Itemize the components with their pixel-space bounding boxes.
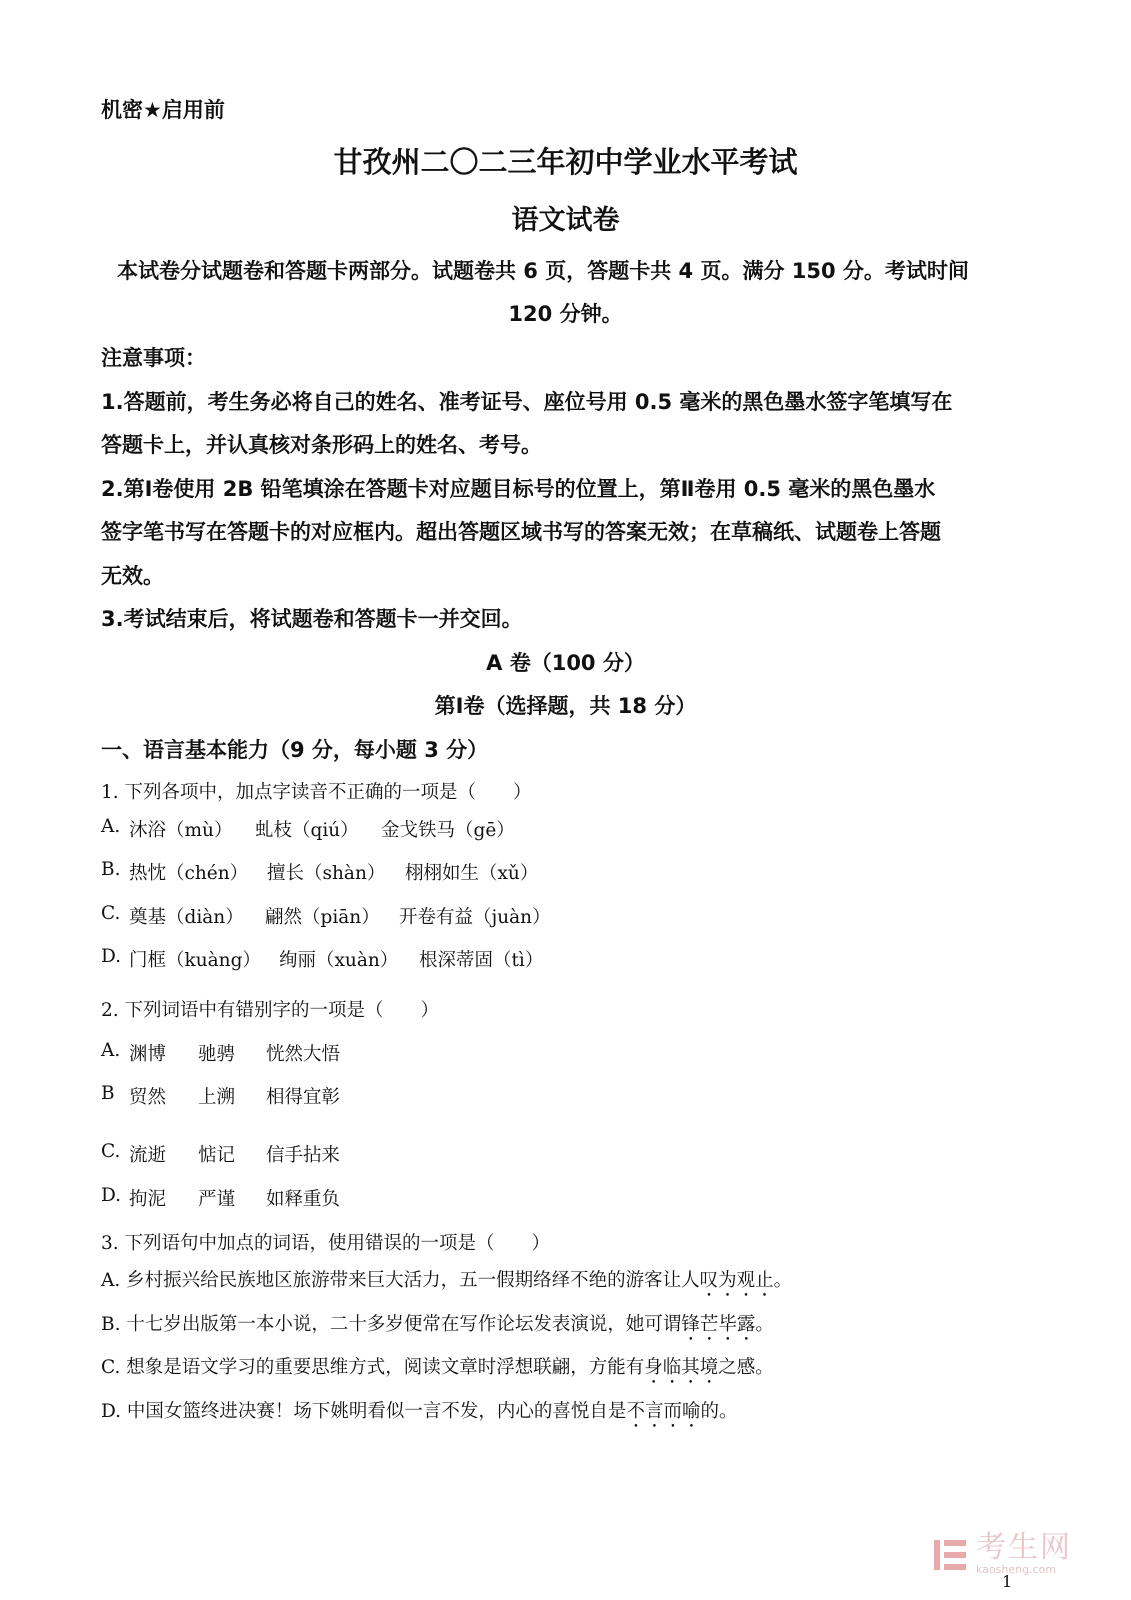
watermark — [932, 1532, 1092, 1576]
dotted-phrase: 身临其境 — [644, 1357, 719, 1378]
option-word: 绚丽（xuàn） — [279, 950, 399, 971]
question-2-stem: 2. 下列词语中有错别字的一项是（ ） — [101, 1000, 440, 1021]
dotted-phrase: 叹为观止 — [699, 1270, 774, 1291]
option-word: 开卷有益（juàn） — [399, 907, 551, 928]
option-text-end: 。 — [755, 1314, 774, 1335]
option-text: C. 想象是语文学习的重要思维方式，阅读文章时浮想联翩，方能有 — [101, 1357, 645, 1378]
q3-option-a — [101, 1266, 792, 1301]
option-text: A. 乡村振兴给民族地区旅游带来巨大活力，五一假期络绎不绝的游客让人 — [101, 1270, 700, 1291]
option-word: 上溯 — [198, 1087, 236, 1108]
note-2-line-3: 无效。 — [101, 564, 164, 588]
option-text-end: 的。 — [700, 1401, 738, 1422]
option-word: 热忱（chén） — [129, 863, 249, 884]
note-1-line-1: 1.答题前，考生务必将自己的姓名、准考证号、座位号用 0.5 毫米的黑色墨水签字笔填写在 — [101, 390, 953, 414]
option-label: A. — [101, 1040, 121, 1061]
dotted-phrase: 不言而喻 — [626, 1401, 701, 1422]
q1-option-c — [101, 903, 551, 929]
option-text: B. 十七岁出版第一本小说，二十多岁便常在写作论坛发表演说，她可谓 — [101, 1314, 682, 1335]
option-word: 翩然（piān） — [265, 907, 380, 928]
note-2-line-2: 签字笔书写在答题卡的对应框内。超出答题区域书写的答案无效；在草稿纸、试题卷上答题 — [101, 520, 941, 544]
exam-title: 甘孜州二〇二三年初中学业水平考试 — [333, 145, 798, 179]
option-text-end: 之感。 — [718, 1357, 774, 1378]
notes-heading: 注意事项： — [101, 346, 206, 370]
secret-label: 机密★启用前 — [101, 98, 225, 122]
q3-option-d — [101, 1397, 737, 1432]
note-1-line-2: 答题卡上，并认真核对条形码上的姓名、考号。 — [101, 433, 542, 457]
option-label: B. — [101, 859, 121, 880]
option-word: 贸然 — [129, 1087, 167, 1108]
option-word: 渊博 — [129, 1044, 167, 1065]
q3-option-c — [101, 1353, 774, 1388]
question-1-stem: 1. 下列各项中，加点字读音不正确的一项是（ ） — [101, 782, 532, 803]
q3-option-b — [101, 1310, 774, 1345]
option-word: 流逝 — [129, 1145, 167, 1166]
option-word: 严谨 — [198, 1189, 236, 1210]
q2-option-a — [101, 1040, 340, 1066]
a-volume-heading: A 卷（100 分） — [486, 651, 645, 675]
q1-option-d — [101, 946, 543, 972]
option-word: 驰骋 — [198, 1044, 236, 1065]
part-1-heading: 一、语言基本能力（9 分，每小题 3 分） — [101, 738, 489, 762]
option-word: 沐浴（mù） — [129, 820, 233, 841]
watermark-brand: 考生网 — [976, 1530, 1072, 1565]
option-word: 栩栩如生（xǔ） — [405, 863, 539, 884]
option-word: 根深蒂固（tì） — [419, 950, 544, 971]
option-word: 信手拈来 — [266, 1145, 341, 1166]
volume-1-heading: 第Ⅰ卷（选择题，共 18 分） — [434, 694, 697, 718]
option-word: 恍然大悟 — [266, 1044, 341, 1065]
q1-option-a — [101, 816, 515, 842]
option-word: 如释重负 — [266, 1189, 341, 1210]
q2-option-d — [101, 1185, 340, 1211]
option-label: C. — [101, 1141, 121, 1162]
question-3-stem: 3. 下列语句中加点的词语，使用错误的一项是（ ） — [101, 1233, 551, 1254]
dotted-phrase: 锋芒毕露 — [681, 1314, 756, 1335]
option-label: A. — [101, 816, 121, 837]
option-word: 金戈铁马（gē） — [381, 820, 515, 841]
intro-line-2: 120 分钟。 — [508, 302, 623, 326]
option-word: 虬枝（qiú） — [255, 820, 359, 841]
note-3: 3.考试结束后，将试题卷和答题卡一并交回。 — [101, 607, 523, 631]
note-2-line-1: 2.第Ⅰ卷使用 2B 铅笔填涂在答题卡对应题目标号的位置上，第Ⅱ卷用 0.5 毫米的黑色墨水 — [101, 477, 936, 501]
q1-option-b — [101, 859, 538, 885]
exam-subtitle: 语文试卷 — [511, 205, 620, 236]
option-text: D. 中国女篮终进决赛！场下姚明看似一言不发，内心的喜悦自是 — [101, 1401, 627, 1422]
page-number: 1 — [1002, 1572, 1013, 1591]
option-word: 拘泥 — [129, 1189, 167, 1210]
q2-option-c — [101, 1141, 340, 1167]
watermark-logo-icon — [932, 1536, 968, 1572]
option-label: D. — [101, 946, 122, 967]
option-word: 相得宜彰 — [266, 1087, 341, 1108]
intro-line-1: 本试卷分试题卷和答题卡两部分。试题卷共 6 页，答题卡共 4 页。满分 150 分。考试时间 — [117, 259, 969, 283]
option-text-end: 。 — [773, 1270, 793, 1291]
option-label: D. — [101, 1185, 122, 1206]
option-word: 门框（kuàng） — [129, 950, 261, 971]
option-label: B — [101, 1083, 115, 1104]
option-word: 擅长（shàn） — [267, 863, 386, 884]
option-word: 奠基（diàn） — [129, 907, 244, 928]
option-word: 惦记 — [198, 1145, 236, 1166]
q2-option-b — [101, 1083, 340, 1109]
option-label: C. — [101, 903, 121, 924]
watermark-url: kaosheng.com — [976, 1563, 1057, 1576]
